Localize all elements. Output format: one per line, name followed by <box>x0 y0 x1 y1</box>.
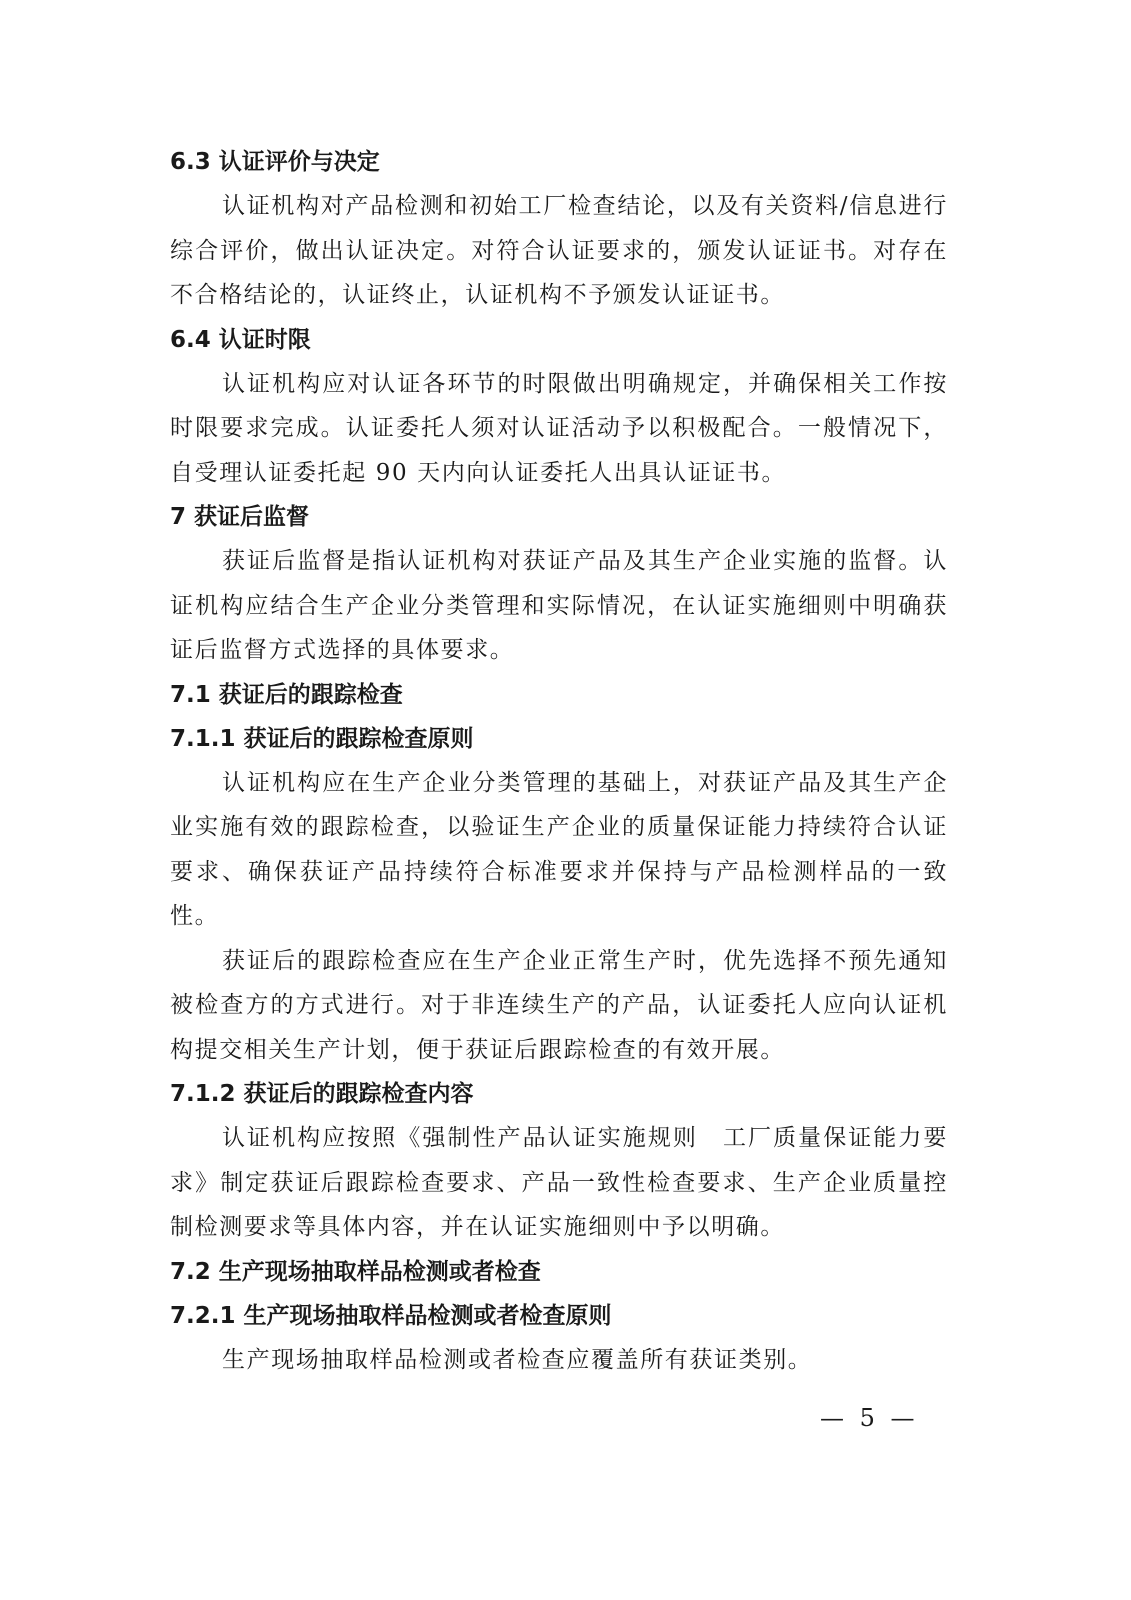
section-heading-7-1-2: 7.1.2 获证后的跟踪检查内容 <box>170 1081 474 1107</box>
paragraph-6-3: 认证机构对产品检测和初始工厂检查结论，以及有关资料/信息进行综合评价，做出认证决定。对符合认证要求的，颁发认证证书。对存在不合格结论的，认证终止，认证机构不予颁发认证证书。 <box>170 193 948 308</box>
paragraph-7-2-1: 生产现场抽取样品检测或者检查应覆盖所有获证类别。 <box>222 1346 813 1373</box>
section-heading-7-2-1: 7.2.1 生产现场抽取样品检测或者检查原则 <box>170 1302 612 1329</box>
paragraph-7-1-1-a: 认证机构应在生产企业分类管理的基础上，对获证产品及其生产企业实施有效的跟踪检查，以验证生产企业的质量保证能力持续符合认证要求、确保获证产品持续符合标准要求并保持与产品检测样品的一致性。 <box>170 769 948 929</box>
section-heading-7-1-1: 7.1.1 获证后的跟踪检查原则 <box>170 725 474 752</box>
paragraph-7-1-1-b: 获证后的跟踪检查应在生产企业正常生产时，优先选择不预先通知被检查方的方式进行。对于非连续生产的产品，认证委托人应向认证机构提交相关生产计划，便于获证后跟踪检查的有效开展。 <box>170 947 948 1063</box>
document-body <box>170 140 948 1382</box>
section-heading-6-4: 6.4 认证时限 <box>170 326 311 353</box>
section-heading-7-2: 7.2 生产现场抽取样品检测或者检查 <box>170 1258 541 1285</box>
section-heading-6-3: 6.3 认证评价与决定 <box>170 149 380 175</box>
paragraph-7: 获证后监督是指认证机构对获证产品及其生产企业实施的监督。认证机构应结合生产企业分类管理和实际情况，在认证实施细则中明确获证后监督方式选择的具体要求。 <box>170 548 948 663</box>
section-heading-7-1: 7.1 获证后的跟踪检查 <box>170 681 403 708</box>
paragraph-7-1-2: 认证机构应按照《强制性产品认证实施规则 工厂质量保证能力要求》制定获证后跟踪检查要求、产品一致性检查要求、生产企业质量控制检测要求等具体内容，并在认证实施细则中予以明确。 <box>170 1125 948 1240</box>
section-heading-7: 7 获证后监督 <box>170 504 310 530</box>
page-number: — 5 — <box>820 1404 919 1432</box>
paragraph-6-4: 认证机构应对认证各环节的时限做出明确规定，并确保相关工作按时限要求完成。认证委托人须对认证活动予以积极配合。一般情况下，自受理认证委托起 90 天内向认证委托人出具认证证书。 <box>170 370 948 486</box>
